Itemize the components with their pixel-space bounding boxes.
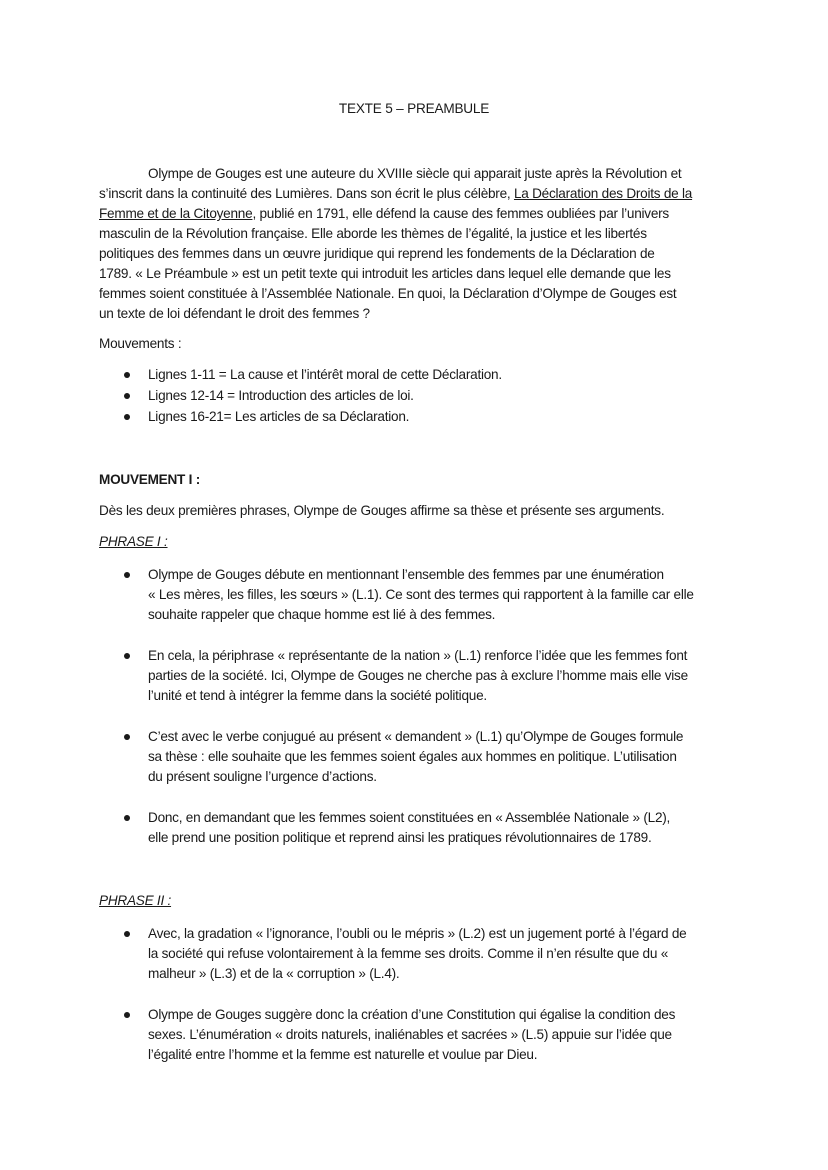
intro-line: masculin de la Révolution française. Elle aborde les thèmes de l’égalité, la justice et les libertés <box>99 226 647 241</box>
bullet-line: Olympe de Gouges suggère donc la création d’une Constitution qui égalise la condition des <box>148 1007 676 1022</box>
intro-line-text: , publié en 1791, elle défend la cause des femmes oubliées par l’univers <box>252 206 669 221</box>
movement-item: Lignes 12-14 = Introduction des articles de loi. <box>148 388 414 403</box>
intro-line: politiques des femmes dans un œuvre juridique qui reprend les fondements de la Déclaration de <box>99 246 655 261</box>
bullet-line: malheur » (L.3) et de la « corruption » (L.4). <box>148 966 400 981</box>
bullet-line: sa thèse : elle souhaite que les femmes soient égales aux hommes en politique. L’utilisation <box>148 749 677 764</box>
movement-item: Lignes 16-21= Les articles de sa Déclaration. <box>148 409 410 424</box>
bullet-icon <box>124 414 130 420</box>
intro-line <box>99 184 692 204</box>
bullet-line: sexes. L’énumération « droits naturels, inaliénables et sacrées » (L.5) appuie sur l’idée que <box>148 1027 672 1042</box>
bullet-line: parties de la société. Ici, Olympe de Gouges ne cherche pas à exclure l’homme mais elle vise <box>148 668 688 683</box>
bullet-icon <box>124 931 130 937</box>
intro-line: Olympe de Gouges est une auteure du XVIIIe siècle qui apparait juste après la Révolution et <box>148 166 682 181</box>
section-intro: Dès les deux premières phrases, Olympe de Gouges affirme sa thèse et présente ses arguments. <box>99 503 665 518</box>
bullet-icon <box>124 372 130 378</box>
sub-heading-phrase-1: PHRASE I : <box>99 534 168 549</box>
bullet-line: En cela, la périphrase « représentante de la nation » (L.1) renforce l’idée que les femmes font <box>148 648 688 663</box>
intro-line-text: s’inscrit dans la continuité des Lumières. Dans son écrit le plus célèbre, <box>99 186 514 201</box>
intro-line <box>99 204 669 224</box>
bullet-line: l’unité et tend à intégrer la femme dans la société politique. <box>148 688 487 703</box>
sub-heading-phrase-2: PHRASE II : <box>99 893 172 908</box>
work-title: La Déclaration des Droits de la <box>513 186 693 201</box>
bullet-line: l’égalité entre l’homme et la femme est naturelle et voulue par Dieu. <box>148 1047 538 1062</box>
bullet-line: Donc, en demandant que les femmes soient constituées en « Assemblée Nationale » (L2), <box>148 810 671 825</box>
intro-line: femmes soient constituée à l’Assemblée Nationale. En quoi, la Déclaration d’Olympe de Gouges est <box>99 286 677 301</box>
movement-item: Lignes 1-11 = La cause et l’intérêt moral de cette Déclaration. <box>148 367 502 382</box>
bullet-line: Avec, la gradation « l’ignorance, l’oubli ou le mépris » (L.2) est un jugement porté à l’égard de <box>148 926 687 941</box>
bullet-line: elle prend une position politique et reprend ainsi les pratiques révolutionnaires de 1789. <box>148 830 652 845</box>
bullet-line: Olympe de Gouges débute en mentionnant l’ensemble des femmes par une énumération <box>148 567 664 582</box>
section-heading: MOUVEMENT I : <box>99 472 200 487</box>
bullet-line: C’est avec le verbe conjugué au présent « demandent » (L.1) qu’Olympe de Gouges formule <box>148 729 684 744</box>
bullet-line: du présent souligne l’urgence d’actions. <box>148 769 377 784</box>
work-title: Femme et de la Citoyenne <box>99 206 253 221</box>
bullet-icon <box>124 815 130 821</box>
bullet-icon <box>124 393 130 399</box>
document-title: TEXTE 5 – PREAMBULE <box>338 101 490 116</box>
bullet-line: « Les mères, les filles, les sœurs » (L.1). Ce sont des termes qui rapportent à la famille car elle <box>148 587 694 602</box>
bullet-line: souhaite rappeler que chaque homme est lié à des femmes. <box>148 607 496 622</box>
intro-line: 1789. « Le Préambule » est un petit texte qui introduit les articles dans lequel elle demande que les <box>99 266 671 281</box>
movements-label: Mouvements : <box>99 336 182 351</box>
bullet-line: la société qui refuse volontairement à la femme ses droits. Comme il n’en résulte que du « <box>148 946 669 961</box>
bullet-icon <box>124 653 130 659</box>
bullet-icon <box>124 734 130 740</box>
intro-line: un texte de loi défendant le droit des femmes ? <box>99 306 370 321</box>
bullet-icon <box>124 572 130 578</box>
bullet-icon <box>124 1012 130 1018</box>
